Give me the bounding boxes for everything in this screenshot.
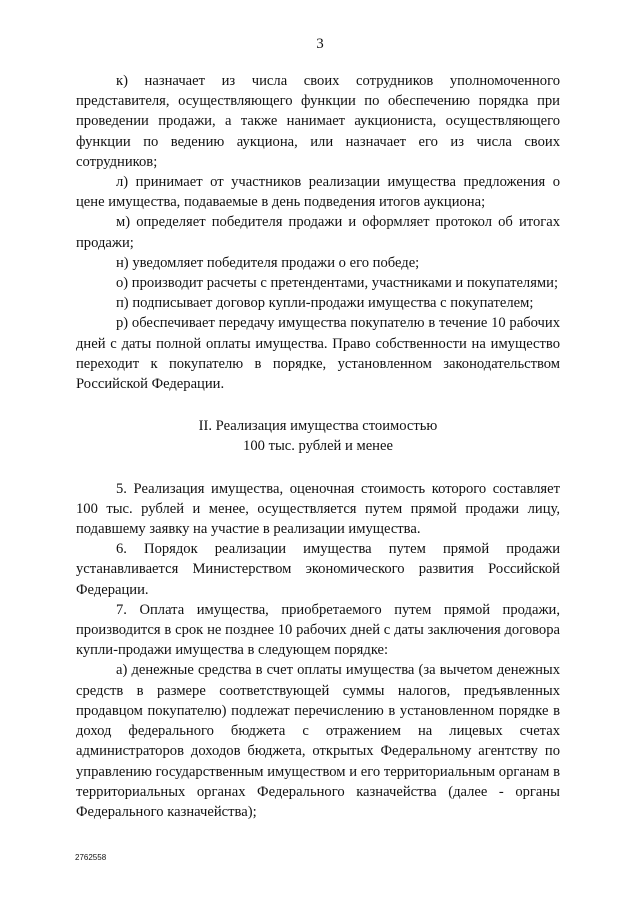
paragraph-k: к) назначает из числа своих сотрудников уполномоченного представителя, осуществляющего функции по обеспечению порядка при проведении продажи, а также нанимает аукциониста, осуществляющего функции по ведению аукциона, или назначает его из числа своих сотрудников; [76,73,560,170]
section-heading [76,416,560,456]
paragraph-6: 6. Порядок реализации имущества путем прямой продажи устанавливается Министерством экономического развития Российской Федерации. [76,541,560,598]
paragraph-p: п) подписывает договор купли-продажи имущества с покупателем; [116,295,534,312]
page-number: 3 [316,36,324,52]
paragraph-5: 5. Реализация имущества, оценочная стоимость которого составляет 100 тыс. рублей и менее, осуществляется путем прямой продажи лицу, подавшему заявку на участие в реализации имущества. [76,480,560,538]
paragraph-o: о) производит расчеты с претендентами, участниками и покупателями; [116,275,559,292]
paragraph-7a: а) денежные средства в счет оплаты имущества (за вычетом денежных средств в размере соответствующей суммы налогов, предъявленных продавцом покупателю) подлежат перечислению в установленном порядке в доход федерального бюджета с отражением на лицевых счетах администраторов доходов бюджета, открытых Федеральному агентству по управлению государственным имуществом и его территориальным органам в территориальных органах Федерального казначейства (далее - органы Федерального казначейства); [76,662,560,820]
paragraph-l: л) принимает от участников реализации имущества предложения о цене имущества, подаваемые в день подведения итогов аукциона; [76,174,560,211]
paragraph-7: 7. Оплата имущества, приобретаемого путем прямой продажи, производится в срок не позднее 10 рабочих дней с даты заключения договора купли-продажи имущества в следующем порядке: [76,601,560,659]
paragraph-n: н) уведомляет победителя продажи о его победе; [116,254,420,271]
section-spacer [76,457,560,479]
section-heading-line1: II. Реализация имущества стоимостью [198,418,438,435]
paragraph-m: м) определяет победителя продажи и оформляет протокол об итогах продажи; [76,214,560,251]
section-spacer [76,394,560,416]
footer-code: 2762558 [75,853,107,862]
document-body [76,71,560,822]
paragraph-r: р) обеспечивает передачу имущества покупателю в течение 10 рабочих дней с даты полной оплаты имущества. Право собственности на имущество переходит к покупателю в порядке, установленном законодательством Российской Федерации. [76,315,560,393]
section-heading-line2: 100 тыс. рублей и менее [243,438,393,455]
